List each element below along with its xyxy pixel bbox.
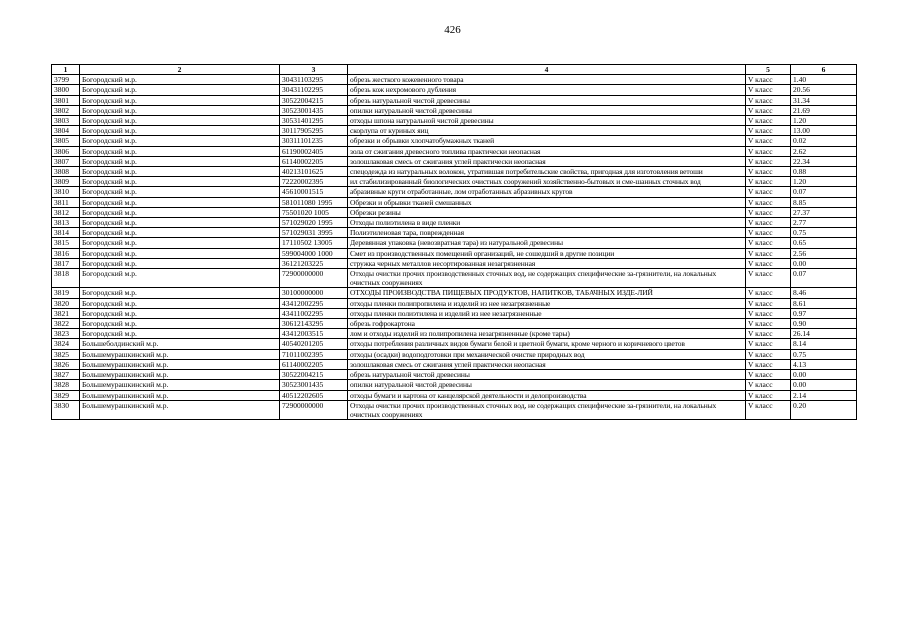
hazard-class-cell: V класс bbox=[746, 156, 791, 166]
waste-name-cell: Отходы очистки прочих производственных сточных вод, не содержащих специфические за-грязнители, на локальных очистных сооружениях bbox=[348, 269, 746, 288]
table-row bbox=[52, 207, 857, 217]
hazard-class-cell: V класс bbox=[746, 349, 791, 359]
code-cell: 17110502 13005 bbox=[280, 238, 348, 248]
row-number-cell: 3806 bbox=[52, 146, 80, 156]
row-number-cell: 3817 bbox=[52, 258, 80, 268]
table-row bbox=[52, 187, 857, 197]
district-cell: Большемурашкинский м.р. bbox=[80, 400, 280, 419]
waste-name-cell: ОТХОДЫ ПРОИЗВОДСТВА ПИЩЕВЫХ ПРОДУКТОВ, НАПИТКОВ, ТАБАЧНЫХ ИЗДЕ-ЛИЙ bbox=[348, 288, 746, 298]
row-number-cell: 3822 bbox=[52, 319, 80, 329]
waste-name-cell: ил стабилизированный биологических очистных сооружений хозяйственно-бытовых и сме-шанных сточных вод bbox=[348, 177, 746, 187]
table-row bbox=[52, 156, 857, 166]
row-number-cell: 3810 bbox=[52, 187, 80, 197]
code-cell: 43412003515 bbox=[280, 329, 348, 339]
table-row bbox=[52, 359, 857, 369]
amount-cell: 8.14 bbox=[791, 339, 857, 349]
district-cell: Богородский м.р. bbox=[80, 146, 280, 156]
amount-cell: 1.40 bbox=[791, 75, 857, 85]
district-cell: Богородский м.р. bbox=[80, 136, 280, 146]
district-cell: Богородский м.р. bbox=[80, 308, 280, 318]
row-number-cell: 3809 bbox=[52, 177, 80, 187]
waste-name-cell: обрезь натуральной чистой древесины bbox=[348, 370, 746, 380]
hazard-class-cell: V класс bbox=[746, 187, 791, 197]
table-row bbox=[52, 339, 857, 349]
waste-name-cell: Полиэтиленовая тара, поврежденная bbox=[348, 228, 746, 238]
code-cell: 40540201205 bbox=[280, 339, 348, 349]
amount-cell: 21.69 bbox=[791, 105, 857, 115]
hazard-class-cell: V класс bbox=[746, 218, 791, 228]
row-number-cell: 3830 bbox=[52, 400, 80, 419]
district-cell: Богородский м.р. bbox=[80, 329, 280, 339]
table-row bbox=[52, 75, 857, 85]
waste-name-cell: золошлаковая смесь от сжигания углей практически неопасная bbox=[348, 156, 746, 166]
row-number-cell: 3813 bbox=[52, 218, 80, 228]
column-header: 4 bbox=[348, 65, 746, 75]
amount-cell: 0.65 bbox=[791, 238, 857, 248]
district-cell: Большемурашкинский м.р. bbox=[80, 349, 280, 359]
code-cell: 40512202605 bbox=[280, 390, 348, 400]
waste-name-cell: зола от сжигания древесного топлива практически неопасная bbox=[348, 146, 746, 156]
table-row bbox=[52, 288, 857, 298]
amount-cell: 0.00 bbox=[791, 370, 857, 380]
waste-name-cell: отходы шпона натуральной чистой древесины bbox=[348, 116, 746, 126]
table-row bbox=[52, 85, 857, 95]
waste-name-cell: Смет из производственных помещений организаций, не сошедший в другие позиции bbox=[348, 248, 746, 258]
amount-cell: 0.02 bbox=[791, 136, 857, 146]
table-row bbox=[52, 105, 857, 115]
code-cell: 36121203225 bbox=[280, 258, 348, 268]
district-cell: Богородский м.р. bbox=[80, 105, 280, 115]
waste-name-cell: отходы потребления различных видов бумаги белой и цветной бумаги, кроме черного и коричневого цветов bbox=[348, 339, 746, 349]
table-row bbox=[52, 167, 857, 177]
table-row bbox=[52, 197, 857, 207]
hazard-class-cell: V класс bbox=[746, 197, 791, 207]
code-cell: 30431102295 bbox=[280, 85, 348, 95]
district-cell: Богородский м.р. bbox=[80, 248, 280, 258]
hazard-class-cell: V класс bbox=[746, 95, 791, 105]
row-number-cell: 3800 bbox=[52, 85, 80, 95]
hazard-class-cell: V класс bbox=[746, 85, 791, 95]
hazard-class-cell: V класс bbox=[746, 380, 791, 390]
row-number-cell: 3805 bbox=[52, 136, 80, 146]
column-header: 6 bbox=[791, 65, 857, 75]
hazard-class-cell: V класс bbox=[746, 400, 791, 419]
hazard-class-cell: V класс bbox=[746, 136, 791, 146]
waste-name-cell: отходы бумаги и картона от канцелярской деятельности и делопроизводства bbox=[348, 390, 746, 400]
waste-register-table bbox=[51, 64, 857, 420]
table-row bbox=[52, 380, 857, 390]
column-header: 5 bbox=[746, 65, 791, 75]
code-cell: 30612143295 bbox=[280, 319, 348, 329]
district-cell: Богородский м.р. bbox=[80, 288, 280, 298]
table-row bbox=[52, 319, 857, 329]
table-row bbox=[52, 146, 857, 156]
amount-cell: 0.20 bbox=[791, 400, 857, 419]
district-cell: Богородский м.р. bbox=[80, 269, 280, 288]
table-row bbox=[52, 308, 857, 318]
row-number-cell: 3811 bbox=[52, 197, 80, 207]
district-cell: Большемурашкинский м.р. bbox=[80, 359, 280, 369]
hazard-class-cell: V класс bbox=[746, 258, 791, 268]
amount-cell: 27.37 bbox=[791, 207, 857, 217]
amount-cell: 20.56 bbox=[791, 85, 857, 95]
hazard-class-cell: V класс bbox=[746, 248, 791, 258]
waste-name-cell: спецодежда из натуральных волокон, утратившая потребительские свойства, пригодная для изготовления ветоши bbox=[348, 167, 746, 177]
waste-name-cell: лом и отходы изделий из полипропилена незагрязненные (кроме тары) bbox=[348, 329, 746, 339]
amount-cell: 31.34 bbox=[791, 95, 857, 105]
row-number-cell: 3799 bbox=[52, 75, 80, 85]
table-row bbox=[52, 269, 857, 288]
table-row bbox=[52, 248, 857, 258]
row-number-cell: 3802 bbox=[52, 105, 80, 115]
table-row bbox=[52, 136, 857, 146]
code-cell: 30311101235 bbox=[280, 136, 348, 146]
row-number-cell: 3803 bbox=[52, 116, 80, 126]
column-header: 3 bbox=[280, 65, 348, 75]
district-cell: Большеболдинский м.р. bbox=[80, 339, 280, 349]
row-number-cell: 3801 bbox=[52, 95, 80, 105]
amount-cell: 8.46 bbox=[791, 288, 857, 298]
row-number-cell: 3812 bbox=[52, 207, 80, 217]
hazard-class-cell: V класс bbox=[746, 238, 791, 248]
amount-cell: 2.62 bbox=[791, 146, 857, 156]
district-cell: Богородский м.р. bbox=[80, 218, 280, 228]
row-number-cell: 3819 bbox=[52, 288, 80, 298]
code-cell: 30522004215 bbox=[280, 370, 348, 380]
code-cell: 71011002395 bbox=[280, 349, 348, 359]
table-row bbox=[52, 390, 857, 400]
code-cell: 30117905295 bbox=[280, 126, 348, 136]
amount-cell: 1.20 bbox=[791, 116, 857, 126]
row-number-cell: 3818 bbox=[52, 269, 80, 288]
amount-cell: 0.75 bbox=[791, 349, 857, 359]
hazard-class-cell: V класс bbox=[746, 390, 791, 400]
district-cell: Большемурашкинский м.р. bbox=[80, 390, 280, 400]
district-cell: Богородский м.р. bbox=[80, 187, 280, 197]
row-number-cell: 3815 bbox=[52, 238, 80, 248]
district-cell: Богородский м.р. bbox=[80, 258, 280, 268]
row-number-cell: 3823 bbox=[52, 329, 80, 339]
hazard-class-cell: V класс bbox=[746, 167, 791, 177]
hazard-class-cell: V класс bbox=[746, 177, 791, 187]
waste-name-cell: обрезки и обрывки хлопчатобумажных тканей bbox=[348, 136, 746, 146]
hazard-class-cell: V класс bbox=[746, 288, 791, 298]
table-row bbox=[52, 126, 857, 136]
amount-cell: 2.14 bbox=[791, 390, 857, 400]
district-cell: Богородский м.р. bbox=[80, 126, 280, 136]
amount-cell: 0.07 bbox=[791, 187, 857, 197]
district-cell: Богородский м.р. bbox=[80, 116, 280, 126]
code-cell: 571029031 3995 bbox=[280, 228, 348, 238]
code-cell: 43411002295 bbox=[280, 308, 348, 318]
amount-cell: 1.20 bbox=[791, 177, 857, 187]
waste-name-cell: абразивные круги отработанные, лом отработанных абразивных кругов bbox=[348, 187, 746, 197]
row-number-cell: 3825 bbox=[52, 349, 80, 359]
table-row bbox=[52, 238, 857, 248]
hazard-class-cell: V класс bbox=[746, 228, 791, 238]
district-cell: Богородский м.р. bbox=[80, 298, 280, 308]
code-cell: 72900000000 bbox=[280, 269, 348, 288]
page-number: 426 bbox=[444, 24, 461, 36]
waste-name-cell: стружка черных металлов несортированная незагрязненная bbox=[348, 258, 746, 268]
district-cell: Богородский м.р. bbox=[80, 228, 280, 238]
header-row bbox=[52, 65, 857, 75]
district-cell: Богородский м.р. bbox=[80, 197, 280, 207]
amount-cell: 8.85 bbox=[791, 197, 857, 207]
amount-cell: 22.34 bbox=[791, 156, 857, 166]
table-row bbox=[52, 329, 857, 339]
waste-name-cell: Обрезки резины bbox=[348, 207, 746, 217]
district-cell: Богородский м.р. bbox=[80, 75, 280, 85]
table-row bbox=[52, 370, 857, 380]
district-cell: Богородский м.р. bbox=[80, 85, 280, 95]
code-cell: 30100000000 bbox=[280, 288, 348, 298]
hazard-class-cell: V класс bbox=[746, 339, 791, 349]
code-cell: 61190002405 bbox=[280, 146, 348, 156]
row-number-cell: 3824 bbox=[52, 339, 80, 349]
waste-name-cell: Деревянная упаковка (невозвратная тара) из натуральной древесины bbox=[348, 238, 746, 248]
table-row bbox=[52, 298, 857, 308]
code-cell: 30523001435 bbox=[280, 105, 348, 115]
district-cell: Богородский м.р. bbox=[80, 238, 280, 248]
column-header: 2 bbox=[80, 65, 280, 75]
code-cell: 72220002395 bbox=[280, 177, 348, 187]
code-cell: 571029020 1995 bbox=[280, 218, 348, 228]
code-cell: 75501020 1005 bbox=[280, 207, 348, 217]
amount-cell: 8.61 bbox=[791, 298, 857, 308]
waste-name-cell: отходы пленки полиэтилена и изделий из нее незагрязненные bbox=[348, 308, 746, 318]
table-row bbox=[52, 177, 857, 187]
row-number-cell: 3820 bbox=[52, 298, 80, 308]
waste-name-cell: обрезь натуральной чистой древесины bbox=[348, 95, 746, 105]
table-row bbox=[52, 349, 857, 359]
amount-cell: 26.14 bbox=[791, 329, 857, 339]
row-number-cell: 3827 bbox=[52, 370, 80, 380]
code-cell: 30531401295 bbox=[280, 116, 348, 126]
row-number-cell: 3807 bbox=[52, 156, 80, 166]
table-row bbox=[52, 218, 857, 228]
waste-name-cell: обрезь кож нехромового дубления bbox=[348, 85, 746, 95]
amount-cell: 0.00 bbox=[791, 258, 857, 268]
amount-cell: 4.13 bbox=[791, 359, 857, 369]
hazard-class-cell: V класс bbox=[746, 105, 791, 115]
row-number-cell: 3814 bbox=[52, 228, 80, 238]
table-row bbox=[52, 228, 857, 238]
table-row bbox=[52, 400, 857, 419]
row-number-cell: 3804 bbox=[52, 126, 80, 136]
amount-cell: 0.97 bbox=[791, 308, 857, 318]
row-number-cell: 3816 bbox=[52, 248, 80, 258]
waste-name-cell: золошлаковая смесь от сжигания углей практически неопасная bbox=[348, 359, 746, 369]
code-cell: 599004000 1000 bbox=[280, 248, 348, 258]
table-row bbox=[52, 258, 857, 268]
waste-name-cell: обрезь гофрокартона bbox=[348, 319, 746, 329]
district-cell: Богородский м.р. bbox=[80, 177, 280, 187]
hazard-class-cell: V класс bbox=[746, 126, 791, 136]
waste-name-cell: опилки натуральной чистой древесины bbox=[348, 380, 746, 390]
row-number-cell: 3826 bbox=[52, 359, 80, 369]
amount-cell: 0.90 bbox=[791, 319, 857, 329]
hazard-class-cell: V класс bbox=[746, 359, 791, 369]
code-cell: 43412002295 bbox=[280, 298, 348, 308]
column-header: 1 bbox=[52, 65, 80, 75]
row-number-cell: 3829 bbox=[52, 390, 80, 400]
amount-cell: 2.56 bbox=[791, 248, 857, 258]
table-row bbox=[52, 95, 857, 105]
code-cell: 30431103295 bbox=[280, 75, 348, 85]
hazard-class-cell: V класс bbox=[746, 308, 791, 318]
district-cell: Большемурашкинский м.р. bbox=[80, 370, 280, 380]
code-cell: 581011080 1995 bbox=[280, 197, 348, 207]
amount-cell: 0.75 bbox=[791, 228, 857, 238]
district-cell: Богородский м.р. bbox=[80, 167, 280, 177]
table-body bbox=[52, 75, 857, 420]
amount-cell: 0.88 bbox=[791, 167, 857, 177]
row-number-cell: 3808 bbox=[52, 167, 80, 177]
amount-cell: 0.00 bbox=[791, 380, 857, 390]
hazard-class-cell: V класс bbox=[746, 298, 791, 308]
district-cell: Богородский м.р. bbox=[80, 156, 280, 166]
waste-name-cell: Обрезки и обрывки тканей смешанных bbox=[348, 197, 746, 207]
hazard-class-cell: V класс bbox=[746, 75, 791, 85]
hazard-class-cell: V класс bbox=[746, 116, 791, 126]
code-cell: 61140002205 bbox=[280, 156, 348, 166]
district-cell: Богородский м.р. bbox=[80, 95, 280, 105]
code-cell: 30523001435 bbox=[280, 380, 348, 390]
hazard-class-cell: V класс bbox=[746, 207, 791, 217]
row-number-cell: 3828 bbox=[52, 380, 80, 390]
waste-name-cell: Отходы очистки прочих производственных сточных вод, не содержащих специфические за-грязнители, на локальных очистных сооружениях bbox=[348, 400, 746, 419]
code-cell: 72900000000 bbox=[280, 400, 348, 419]
code-cell: 40213101625 bbox=[280, 167, 348, 177]
hazard-class-cell: V класс bbox=[746, 269, 791, 288]
row-number-cell: 3821 bbox=[52, 308, 80, 318]
waste-name-cell: обрезь жесткого кожевенного товара bbox=[348, 75, 746, 85]
waste-name-cell: отходы (осадки) водоподготовки при механической очистке природных вод bbox=[348, 349, 746, 359]
waste-name-cell: опилки натуральной чистой древесины bbox=[348, 105, 746, 115]
code-cell: 61140002205 bbox=[280, 359, 348, 369]
district-cell: Большемурашкинский м.р. bbox=[80, 380, 280, 390]
hazard-class-cell: V класс bbox=[746, 370, 791, 380]
district-cell: Богородский м.р. bbox=[80, 319, 280, 329]
amount-cell: 0.07 bbox=[791, 269, 857, 288]
code-cell: 45610001515 bbox=[280, 187, 348, 197]
code-cell: 30522004215 bbox=[280, 95, 348, 105]
waste-name-cell: Отходы полиэтилена в виде пленки bbox=[348, 218, 746, 228]
amount-cell: 2.77 bbox=[791, 218, 857, 228]
hazard-class-cell: V класс bbox=[746, 329, 791, 339]
amount-cell: 13.00 bbox=[791, 126, 857, 136]
waste-name-cell: отходы пленки полипропилена и изделий из нее незагрязненные bbox=[348, 298, 746, 308]
waste-name-cell: скорлупа от куриных яиц bbox=[348, 126, 746, 136]
hazard-class-cell: V класс bbox=[746, 146, 791, 156]
table-row bbox=[52, 116, 857, 126]
hazard-class-cell: V класс bbox=[746, 319, 791, 329]
district-cell: Богородский м.р. bbox=[80, 207, 280, 217]
